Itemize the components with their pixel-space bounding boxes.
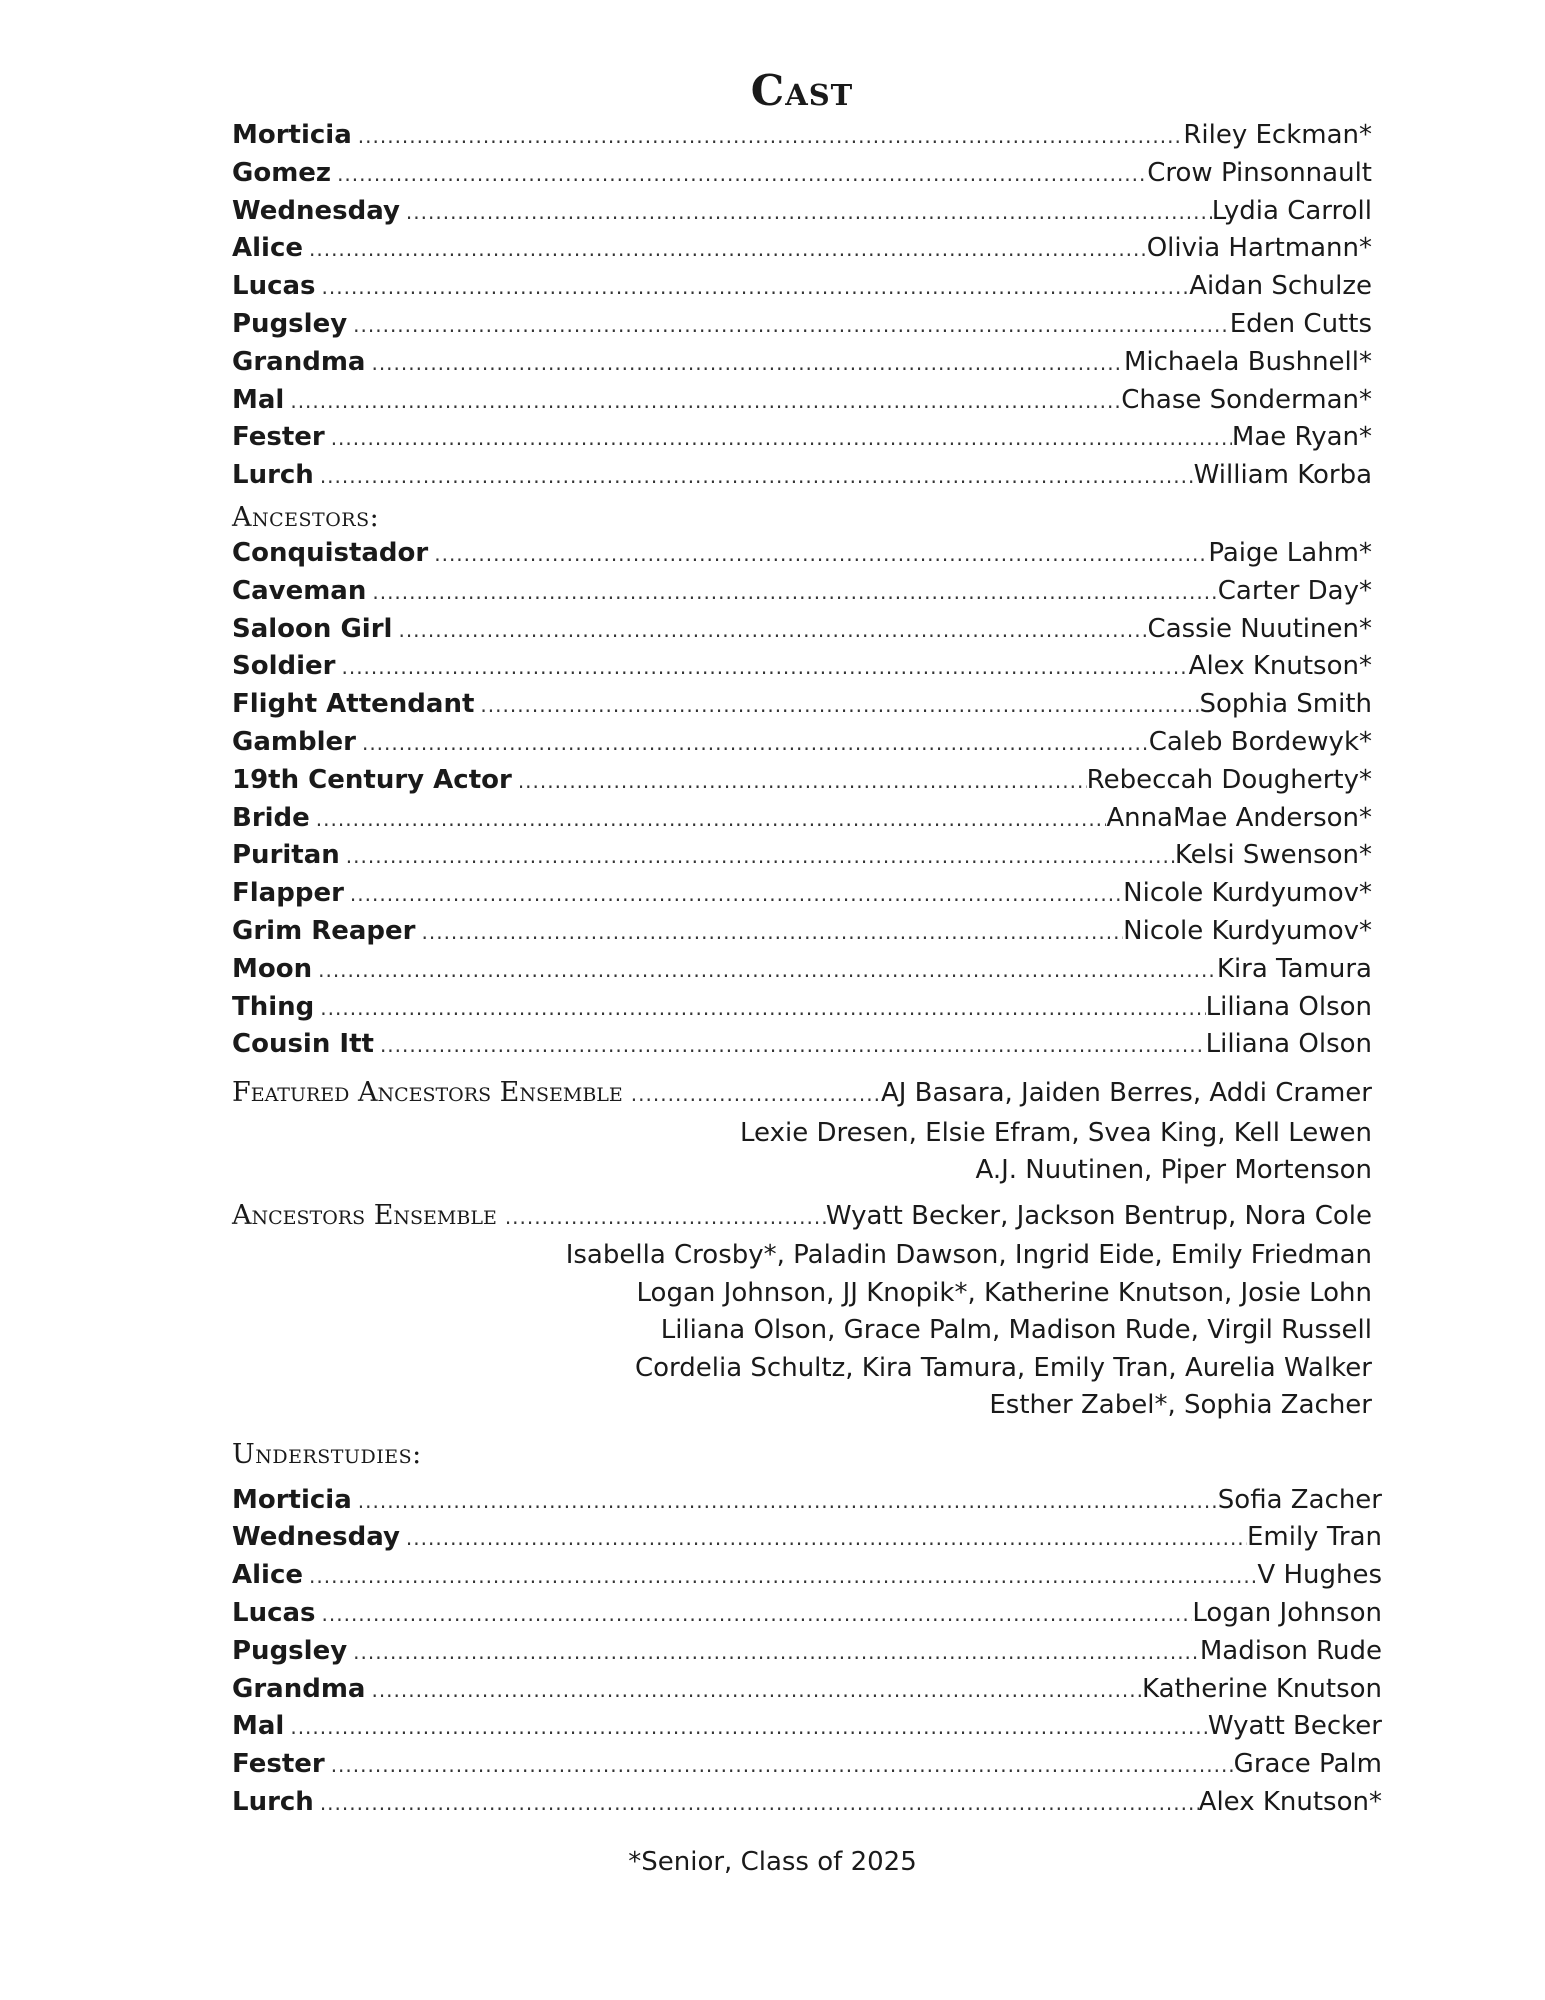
dot-leader (353, 313, 1230, 337)
ancestors-heading: Ancestors: (232, 501, 380, 533)
cast-row (232, 196, 1372, 234)
role-name: Thing (232, 991, 315, 1022)
cast-row (232, 576, 1372, 614)
dot-leader (290, 1715, 1207, 1739)
actor-name: Liliana Olson (1205, 991, 1372, 1022)
role-name: Flight Attendant (232, 689, 475, 720)
actor-name: Kelsi Swenson* (1174, 840, 1372, 871)
role-name: Puritan (232, 840, 340, 871)
cast-row (232, 992, 1372, 1030)
actor-name: Rebeccah Dougherty* (1086, 764, 1372, 795)
role-name: Mal (232, 1711, 285, 1742)
dot-leader (320, 1791, 1199, 1815)
role-name: Lucas (232, 271, 316, 302)
dot-leader (341, 655, 1188, 679)
ensemble-names: Logan Johnson, JJ Knopik*, Katherine Knutson, Josie Lohn (636, 1277, 1372, 1308)
cast-row (232, 878, 1372, 916)
cast-row (232, 538, 1372, 576)
dot-leader (320, 464, 1194, 488)
cast-row (232, 309, 1372, 347)
cast-row (232, 1711, 1382, 1749)
dot-leader (406, 200, 1212, 224)
actor-name: Riley Eckman* (1183, 120, 1372, 150)
dot-leader (631, 1082, 881, 1106)
ensemble-names: Isabella Crosby*, Paladin Dawson, Ingrid Eide, Emily Friedman (565, 1240, 1372, 1271)
cast-row (232, 120, 1372, 158)
cast-row (232, 1560, 1382, 1598)
ensemble-names: Wyatt Becker, Jackson Bentrup, Nora Cole (825, 1200, 1372, 1231)
cast-page (232, 62, 1382, 1825)
role-name: Pugsley (232, 1635, 348, 1666)
dot-leader (372, 580, 1217, 604)
actor-name: AnnaMae Anderson* (1106, 802, 1372, 833)
cast-row (232, 1598, 1382, 1636)
actor-name: Alex Knutson* (1198, 1787, 1382, 1817)
ensemble-names: Liliana Olson, Grace Palm, Madison Rude, Virgil Russell (660, 1315, 1372, 1346)
dot-leader (331, 426, 1232, 450)
cast-row (232, 1485, 1382, 1523)
dot-leader (406, 1526, 1247, 1550)
page-title: Cast (750, 66, 854, 115)
understudies-heading: Understudies: (232, 1438, 422, 1470)
actor-name: Logan Johnson (1192, 1598, 1382, 1629)
cast-row (232, 347, 1372, 385)
cast-row (232, 1636, 1382, 1674)
role-name: Caveman (232, 575, 367, 606)
cast-row (232, 460, 1372, 498)
cast-list (232, 120, 1382, 498)
dot-leader (358, 1489, 1218, 1513)
actor-name: Caleb Bordewyk* (1148, 726, 1372, 757)
cast-row (232, 614, 1372, 652)
actor-name: Nicole Kurdyumov* (1123, 878, 1372, 909)
actor-name: Carter Day* (1217, 575, 1372, 606)
actor-name: Sophia Smith (1199, 689, 1372, 720)
dot-leader (480, 693, 1199, 717)
cast-row (232, 916, 1372, 954)
cast-row (232, 803, 1372, 841)
dot-leader (290, 389, 1121, 413)
cast-row (232, 422, 1372, 460)
ensemble-first-line (232, 1077, 1372, 1115)
actor-name: Lydia Carroll (1211, 195, 1372, 226)
cast-row (232, 1749, 1382, 1787)
role-name: Cousin Itt (232, 1029, 374, 1060)
dot-leader (337, 162, 1147, 186)
actor-name: William Korba (1193, 460, 1372, 491)
dot-leader (505, 1205, 826, 1229)
actor-name: Chase Sonderman* (1121, 384, 1372, 415)
actor-name: Michaela Bushnell* (1123, 346, 1372, 377)
actor-name: Mae Ryan* (1231, 422, 1372, 453)
cast-row (232, 727, 1372, 765)
understudies-list (232, 1485, 1382, 1825)
dot-leader (434, 542, 1208, 566)
actor-name: Eden Cutts (1229, 308, 1372, 339)
cast-row (232, 1522, 1382, 1560)
cast-row (232, 651, 1372, 689)
actor-name: Alex Knutson* (1188, 651, 1372, 682)
actor-name: Olivia Hartmann* (1146, 233, 1372, 264)
role-name: Flapper (232, 878, 344, 909)
role-name: Conquistador (232, 537, 429, 568)
ensemble-label: Featured Ancestors Ensemble (232, 1077, 623, 1109)
cast-row (232, 233, 1372, 271)
dot-leader (371, 351, 1123, 375)
actor-name: Sofia Zacher (1217, 1484, 1382, 1515)
role-name: Wednesday (232, 195, 400, 226)
dot-leader (309, 237, 1147, 261)
role-name: Lurch (232, 1787, 314, 1817)
role-name: Lucas (232, 1598, 316, 1629)
dot-leader (322, 1602, 1193, 1626)
actor-name: Cassie Nuutinen* (1147, 613, 1372, 644)
dot-leader (362, 731, 1149, 755)
dot-leader (422, 920, 1124, 944)
actor-name: Kira Tamura (1216, 953, 1372, 984)
role-name: Pugsley (232, 308, 348, 339)
cast-row (232, 689, 1372, 727)
role-name: Bride (232, 802, 310, 833)
cast-row (232, 271, 1372, 309)
dot-leader (398, 618, 1147, 642)
role-name: Alice (232, 233, 303, 264)
cast-row (232, 385, 1372, 423)
role-name: Soldier (232, 651, 336, 682)
cast-row (232, 1674, 1382, 1712)
dot-leader (316, 807, 1107, 831)
actor-name: Liliana Olson (1205, 1029, 1372, 1060)
dot-leader (518, 769, 1087, 793)
role-name: Grandma (232, 346, 366, 377)
ensemble-names: Cordelia Schultz, Kira Tamura, Emily Tran, Aurelia Walker (634, 1352, 1372, 1383)
ensemble-names: Lexie Dresen, Elsie Efram, Svea King, Kell Lewen (740, 1117, 1372, 1148)
actor-name: Grace Palm (1233, 1749, 1382, 1780)
role-name: Morticia (232, 120, 352, 150)
dot-leader (318, 958, 1217, 982)
actor-name: V Hughes (1257, 1560, 1382, 1591)
actor-name: Katherine Knutson (1142, 1673, 1382, 1704)
role-name: Saloon Girl (232, 613, 393, 644)
footnote: *Senior, Class of 2025 (628, 1847, 917, 1877)
role-name: Fester (232, 422, 325, 453)
role-name: Moon (232, 953, 313, 984)
cast-row (232, 840, 1372, 878)
featured-ancestors-ensemble (232, 1077, 1372, 1190)
role-name: Morticia (232, 1484, 352, 1515)
actor-name: Crow Pinsonnault (1147, 157, 1372, 188)
role-name: Grandma (232, 1673, 366, 1704)
cast-row (232, 1029, 1372, 1067)
actor-name: Madison Rude (1199, 1635, 1382, 1666)
cast-row (232, 158, 1372, 196)
dot-leader (320, 996, 1205, 1020)
ensemble-label: Ancestors Ensemble (232, 1199, 497, 1231)
actor-name: Nicole Kurdyumov* (1123, 915, 1372, 946)
ensemble-names: AJ Basara, Jaiden Berres, Addi Cramer (880, 1078, 1372, 1109)
dot-leader (358, 124, 1184, 148)
ensemble-names: Esther Zabel*, Sophia Zacher (989, 1390, 1372, 1421)
role-name: Gambler (232, 726, 356, 757)
dot-leader (353, 1640, 1200, 1664)
role-name: Mal (232, 384, 285, 415)
role-name: Grim Reaper (232, 915, 416, 946)
dot-leader (322, 275, 1190, 299)
cast-row (232, 765, 1372, 803)
dot-leader (371, 1678, 1142, 1702)
cast-row (232, 954, 1372, 992)
role-name: Fester (232, 1749, 325, 1780)
dot-leader (331, 1753, 1234, 1777)
dot-leader (309, 1564, 1257, 1588)
actor-name: Aidan Schulze (1189, 271, 1372, 302)
role-name: 19th Century Actor (232, 764, 512, 795)
actor-name: Wyatt Becker (1207, 1711, 1382, 1742)
cast-row (232, 1787, 1382, 1825)
role-name: Lurch (232, 460, 314, 491)
dot-leader (350, 882, 1123, 906)
ensemble-names: A.J. Nuutinen, Piper Mortenson (975, 1155, 1372, 1186)
dot-leader (346, 844, 1175, 868)
role-name: Gomez (232, 157, 332, 188)
ancestors-ensemble (232, 1200, 1372, 1425)
ancestors-list (232, 538, 1382, 1067)
role-name: Wednesday (232, 1522, 400, 1553)
ensemble-first-line (232, 1200, 1372, 1238)
actor-name: Paige Lahm* (1208, 537, 1372, 568)
dot-leader (380, 1033, 1206, 1057)
actor-name: Emily Tran (1246, 1522, 1382, 1553)
role-name: Alice (232, 1560, 303, 1591)
